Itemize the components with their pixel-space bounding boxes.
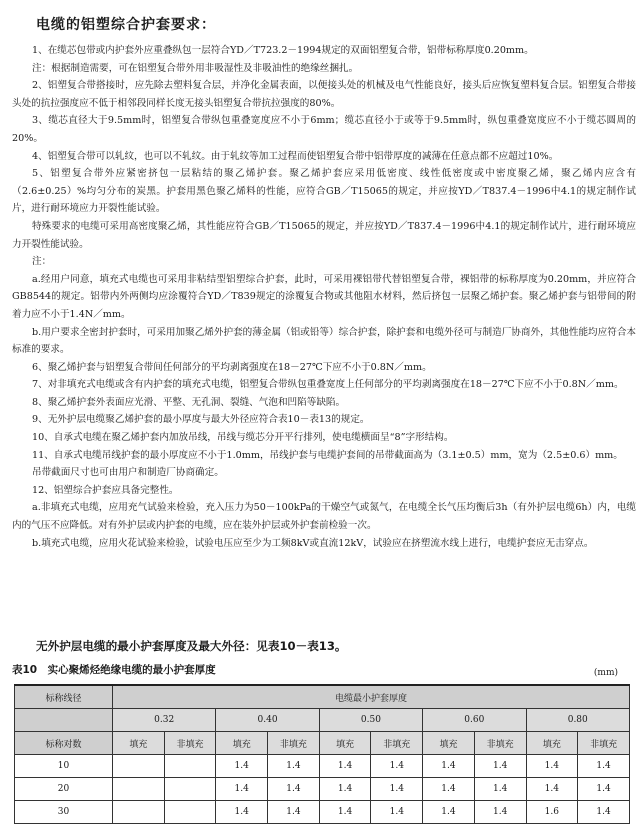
- paragraph: 特殊要求的电缆可采用高密度聚乙烯，其性能应符合GB／T15065的规定，并应按YD／T837.4－1996中4.1的规定制作试片，进行耐环境应力开裂性能试验。: [12, 220, 636, 250]
- header-unfilled: 非填充: [268, 732, 320, 755]
- cell-value: 1.4: [319, 755, 371, 778]
- paragraph: a.经用户同意，填充式电缆也可采用非粘结型铝塑综合护套，此时，可采用裸铝带代替铝塑复合带，裸铝带的标称厚度为0.20mm，并应符合GB8544的规定。铝带内外两侧均应涂覆符合YD／T839规定的涂覆复合物或其他阻水材料，然后挤包一层聚乙烯护套。聚乙烯护套与铝带间的附着力应不小于1.4N／mm。: [12, 273, 636, 320]
- header-nominal-pairs: 标称对数: [15, 732, 113, 755]
- cell-value: 1.4: [474, 801, 526, 824]
- cell-pairs: 20: [15, 778, 113, 801]
- paragraph: b.用户要求全密封护套时，可采用加聚乙烯外护套的薄金属（铝或铅等）综合护套，除护套和电缆外径可与制造厂协商外，其他性能均应符合本标准的要求。: [12, 326, 637, 356]
- paragraph: b.填充式电缆，应用火花试验来检验，试验电压应至少为工频8kV或直流12kV，试验应在挤塑流水线上进行，电缆护套应无击穿点。: [32, 537, 594, 549]
- header-diameter: 0.60: [423, 709, 526, 732]
- header-filled: 填充: [526, 732, 578, 755]
- cell-value: 1.4: [526, 755, 578, 778]
- cell-value: [164, 778, 216, 801]
- cell-value: 1.4: [578, 778, 630, 801]
- header-nominal-diameter: 标称线径: [15, 685, 113, 709]
- cell-value: 1.4: [526, 778, 578, 801]
- paragraph: 7、对非填充式电缆或含有内护套的填充式电缆，铝塑复合带纵包重叠宽度上任何部分的平均剥离强度在18－27℃下应不小于0.8N／mm。: [32, 379, 624, 391]
- cell-value: 1.4: [423, 801, 475, 824]
- cell-value: [164, 801, 216, 824]
- table-row: [15, 801, 630, 824]
- cell-value: 1.4: [319, 801, 371, 824]
- cell-value: [113, 801, 165, 824]
- paragraph: 9、无外护层电缆聚乙烯护套的最小厚度与最大外径应符合表10－表13的规定。: [32, 414, 370, 426]
- paragraph: 注：根据制造需要，可在铝塑复合带外用非吸湿性及非吸油性的绝缘丝捆扎。: [32, 62, 359, 74]
- header-min-thickness: 电缆最小护套厚度: [113, 685, 630, 709]
- cell-value: 1.4: [371, 778, 423, 801]
- table-row: [15, 755, 630, 778]
- cell-value: 1.4: [578, 755, 630, 778]
- header-diameter: 0.40: [216, 709, 319, 732]
- cell-value: [164, 755, 216, 778]
- header-blank: [15, 709, 113, 732]
- cell-value: 1.4: [423, 755, 475, 778]
- cell-value: 1.4: [474, 778, 526, 801]
- cell-value: 1.4: [423, 778, 475, 801]
- cell-value: [113, 755, 165, 778]
- paragraph: a.非填充式电缆，应用充气试验来检验，充入压力为50－100kPa的干燥空气或氮气，在电缆全长气压均衡后3h（有外护层电缆6h）内，电缆内的气压不应降低。对有外护层或内护套的电缆，应在装外护层或外护套前检验一次。: [12, 502, 636, 532]
- cell-value: 1.4: [216, 755, 268, 778]
- cell-value: 1.6: [526, 801, 578, 824]
- header-filled: 填充: [216, 732, 268, 755]
- thickness-table: [14, 684, 630, 824]
- paragraph: 5、铝塑复合带外应紧密挤包一层粘结的聚乙烯护套。聚乙烯护套应采用低密度、线性低密度或中密度聚乙烯，聚乙烯内应含有（2.6±0.25）%均匀分布的炭黑。护套用黑色聚乙烯料的性能，应符合GB／T15065的规定，并应按YD／T837.4－1996中4.1的规定制作试片，进行耐环境应力开裂性能试验。: [12, 168, 636, 215]
- header-unfilled: 非填充: [371, 732, 423, 755]
- cell-value: 1.4: [268, 778, 320, 801]
- header-unfilled: 非填充: [578, 732, 630, 755]
- page-title: 电缆的铝塑综合护套要求：: [36, 17, 216, 33]
- paragraph: 1、在缆芯包带或内护套外应重叠纵包一层符合YD／T723.2－1994规定的双面铝塑复合带，铝带标称厚度0.20mm。: [32, 45, 534, 56]
- cell-value: [113, 778, 165, 801]
- cell-value: 1.4: [319, 778, 371, 801]
- paragraph: 3、缆芯直径大于9.5mm时，铝塑复合带纵包重叠宽度应不小于6mm；缆芯直径小于或等于9.5mm时，纵包重叠宽度应不小于缆芯圆周的20%。: [12, 115, 636, 144]
- paragraph: 4、铝塑复合带可以轧纹，也可以不轧纹。由于轧纹等加工过程而使铝塑复合带中铝带厚度的减薄在任意点都不应超过10%。: [32, 150, 559, 162]
- paragraph: 8、聚乙烯护套外表面应光滑、平整、无孔洞、裂缝、气泡和凹陷等缺陷。: [32, 396, 346, 408]
- paragraph: 10、自承式电缆在聚乙烯护套内加放吊线，吊线与缆芯分开平行排列，使电缆横面呈“8”字形结构。: [32, 432, 454, 444]
- body-text: [12, 42, 636, 552]
- table-row: [15, 778, 630, 801]
- paragraph: 6、聚乙烯护套与铝塑复合带间任何部分的平均剥离强度在18－27℃下应不小于0.8N／mm。: [32, 361, 432, 373]
- header-diameter: 0.32: [113, 709, 216, 732]
- header-unfilled: 非填充: [474, 732, 526, 755]
- cell-value: 1.4: [371, 755, 423, 778]
- paragraph: 11、自承式电缆吊线护套的最小厚度应不小于1.0mm，吊线护套与电缆护套间的吊带截面高为（3.1±0.5）mm，宽为（2.5±0.6）mm。: [32, 449, 623, 461]
- paragraph: 2、铝塑复合带搭接时，应先除去塑料复合层，并净化金属表面，以便接头处的机械及电气性能良好，接头后应恢复塑料复合层。铝塑复合带接头处的抗拉强度应不低于相邻段同样长度无接头铝塑复合带抗拉强度的80%。: [12, 80, 636, 109]
- table-unit: (mm): [593, 668, 618, 678]
- cell-value: 1.4: [216, 801, 268, 824]
- cell-value: 1.4: [216, 778, 268, 801]
- cell-pairs: 10: [15, 755, 113, 778]
- cell-value: 1.4: [268, 801, 320, 824]
- section-heading: 无外护层电缆的最小护套厚度及最大外径：见表10－表13。: [36, 639, 347, 653]
- paragraph: 吊带截面尺寸也可由用户和制造厂协商确定。: [32, 467, 224, 479]
- header-unfilled: 非填充: [164, 732, 216, 755]
- header-diameter: 0.80: [526, 709, 630, 732]
- header-diameter: 0.50: [319, 709, 422, 732]
- cell-pairs: 30: [15, 801, 113, 824]
- header-filled: 填充: [423, 732, 475, 755]
- cell-value: 1.4: [371, 801, 423, 824]
- header-filled: 填充: [319, 732, 371, 755]
- table-caption: 表10 实心聚烯烃绝缘电缆的最小护套厚度: [12, 664, 216, 676]
- paragraph: 12、铝塑综合护套应具备完整性。: [32, 484, 179, 496]
- header-filled: 填充: [113, 732, 165, 755]
- cell-value: 1.4: [474, 755, 526, 778]
- paragraph: 注：: [32, 256, 52, 268]
- cell-value: 1.4: [268, 755, 320, 778]
- cell-value: 1.4: [578, 801, 630, 824]
